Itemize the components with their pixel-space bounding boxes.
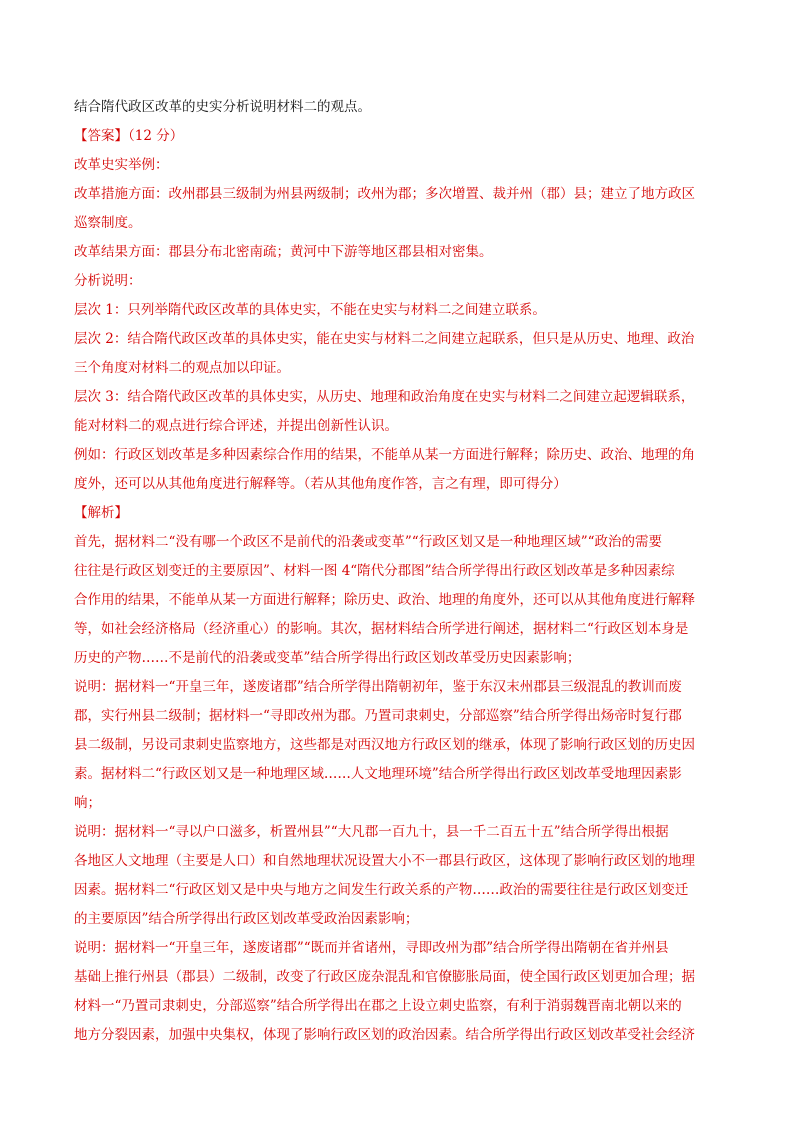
answer-line: 层次 3：结合隋代政区改革的具体史实，从历史、地理和政治角度在史实与材料二之间建立起逻辑联系， bbox=[74, 389, 695, 405]
analysis-line: 县二级制，另设司隶刺史监察地方，这些都是对西汉地方行政区划的继承，体现了影响行政区划的历史因 bbox=[74, 737, 695, 753]
analysis-section bbox=[74, 528, 730, 1050]
analysis-line: 说明：据材料一“寻以户口滋多，析置州县”“大凡郡一百九十，县一千二百五十五”结合所学得出根据 bbox=[74, 824, 669, 840]
answer-score: （12 分） bbox=[128, 128, 184, 144]
analysis-line: 首先，据材料二“没有哪一个政区不是前代的沿袭或变革”“行政区划又是一种地理区域”“政治的需要 bbox=[74, 534, 663, 550]
answer-line: 三个角度对材料二的观点加以印证。 bbox=[74, 360, 290, 376]
answer-line: 改革措施方面：改州郡县三级制为州县两级制；改州为郡；多次增置、裁并州（郡）县；建立了地方政区 bbox=[74, 186, 695, 202]
analysis-line: 各地区人文地理（主要是人口）和自然地理状况设置大小不一郡县行政区，这体现了影响行政区划的地理 bbox=[74, 853, 695, 869]
analysis-label: 【解析】 bbox=[74, 505, 128, 521]
answer-line: 度外，还可以从其他角度进行解释等。（若从其他角度作答，言之有理，即可得分） bbox=[74, 476, 567, 492]
analysis-line: 往往是行政区划变迁的主要原因”、材料一图 4“隋代分郡图”结合所学得出行政区划改革是多种因素综 bbox=[74, 563, 675, 579]
answer-line: 巡察制度。 bbox=[74, 215, 142, 231]
answer-line: 层次 2：结合隋代政区改革的具体史实，能在史实与材料二之间建立起联系，但只是从历史、地理、政治 bbox=[74, 331, 695, 347]
answer-line: 能对材料二的观点进行综合评述，并提出创新性认识。 bbox=[74, 418, 398, 434]
answer-line: 改革结果方面：郡县分布北密南疏；黄河中下游等地区郡县相对密集。 bbox=[74, 244, 493, 260]
answer-label: 【答案】 bbox=[74, 128, 128, 144]
analysis-line: 基础上推行州县（郡县）二级制，改变了行政区庞杂混乱和官僚膨胀局面，使全国行政区划更加合理；据 bbox=[74, 969, 695, 985]
answer-heading bbox=[74, 122, 730, 151]
answer-line: 分析说明： bbox=[74, 273, 142, 289]
analysis-line: 因素。据材料二“行政区划又是中央与地方之间发生行政关系的产物……政治的需要往往是行政区划变迁 bbox=[74, 882, 689, 898]
analysis-line: 说明：据材料一“开皇三年，遂废诸郡”结合所学得出隋朝初年，鉴于东汉末州郡县三级混乱的教训而废 bbox=[74, 679, 682, 695]
analysis-line: 说明：据材料一“开皇三年，遂废诸郡”“既而并省诸州，寻即改州为郡”结合所学得出隋朝在省并州县 bbox=[74, 940, 669, 956]
answer-line: 层次 1：只列举隋代政区改革的具体史实，不能在史实与材料二之间建立联系。 bbox=[74, 302, 546, 318]
analysis-line: 素。据材料二“行政区划又是一种地理区域……人文地理环境”结合所学得出行政区划改革受地理因素影 bbox=[74, 766, 682, 782]
document-body bbox=[74, 93, 730, 1050]
analysis-line: 材料一“乃置司隶刺史，分部巡察”结合所学得出在郡之上设立刺史监察，有利于消弱魏晋南北朝以来的 bbox=[74, 998, 682, 1014]
question-text: 结合隋代政区改革的史实分析说明材料二的观点。 bbox=[74, 99, 371, 115]
analysis-line: 地方分裂因素，加强中央集权，体现了影响行政区划的政治因素。结合所学得出行政区划改革受社会经济 bbox=[74, 1027, 695, 1043]
answer-section bbox=[74, 151, 730, 499]
answer-line: 例如：行政区划改革是多种因素综合作用的结果，不能单从某一方面进行解释；除历史、政治、地理的角 bbox=[74, 447, 695, 463]
analysis-line: 郡，实行州县二级制；据材料一“寻即改州为郡。乃置司隶刺史，分部巡察”结合所学得出炀帝时复行郡 bbox=[74, 708, 682, 724]
answer-line: 改革史实举例： bbox=[74, 157, 169, 173]
analysis-line: 合作用的结果，不能单从某一方面进行解释；除历史、政治、地理的角度外，还可以从其他角度进行解释 bbox=[74, 592, 695, 608]
analysis-line: 历史的产物……不是前代的沿袭或变革”结合所学得出行政区划改革受历史因素影响； bbox=[74, 650, 581, 666]
analysis-line: 等，如社会经济格局（经济重心）的影响。其次，据材料结合所学进行阐述，据材料二“行政区划本身是 bbox=[74, 621, 689, 637]
analysis-line: 的主要原因”结合所学得出行政区划改革受政治因素影响； bbox=[74, 911, 419, 927]
analysis-line: 响； bbox=[74, 795, 101, 811]
